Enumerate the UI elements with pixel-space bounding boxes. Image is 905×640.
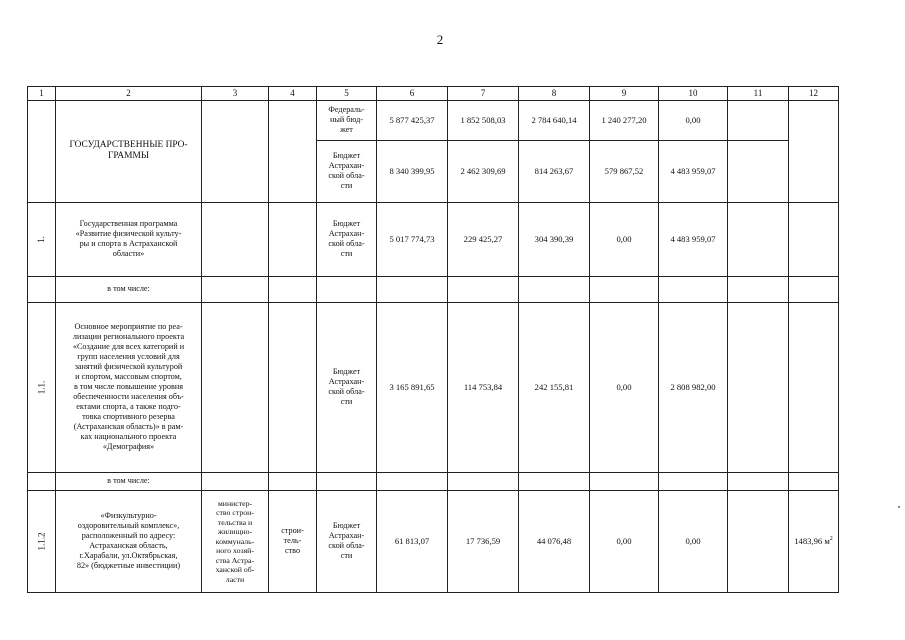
value-cell [728, 100, 789, 140]
col-header: 10 [659, 87, 728, 101]
value-cell [728, 202, 789, 276]
value-cell: 4 483 959,07 [659, 140, 728, 202]
funding-source: Бюджет Астрахан- ской обла- сти [317, 490, 377, 592]
value-cell: 5 877 425,37 [377, 100, 448, 140]
col-header: 3 [202, 87, 269, 101]
empty-cell [377, 472, 448, 490]
empty-cell [317, 472, 377, 490]
empty-cell [448, 276, 519, 302]
empty-cell [317, 276, 377, 302]
col-header: 4 [269, 87, 317, 101]
value-cell: 1 240 277,20 [590, 100, 659, 140]
page-number: 2 [436, 32, 444, 47]
col-header: 8 [519, 87, 590, 101]
row-number-cell [28, 100, 56, 202]
row-name: Основное мероприятие по реа- лизации регионального проекта «Создание для всех категорий и групп населения условий для занятий физической культурой и спортом, массовым спортом, в том числе повышение уровня обеспеченности населения объ- ектами спорта, а также подго- товка спортивного резерва (Астраханская область)» в рам- ках национального проекта «Демография» [56, 302, 202, 472]
value-cell: 114 753,84 [448, 302, 519, 472]
kind-cell [269, 302, 317, 472]
value-cell [728, 140, 789, 202]
col-header: 2 [56, 87, 202, 101]
col-header: 11 [728, 87, 789, 101]
row-number-cell [28, 490, 56, 592]
col-header: 7 [448, 87, 519, 101]
value-cell: 304 390,39 [519, 202, 590, 276]
value-cell: 0,00 [659, 100, 728, 140]
funding-source: Федераль- ный бюд- жет [317, 100, 377, 140]
empty-cell [448, 472, 519, 490]
empty-cell [659, 276, 728, 302]
empty-cell [728, 472, 789, 490]
empty-cell [202, 276, 269, 302]
row-number-cell [28, 472, 56, 490]
value-cell: 17 736,59 [448, 490, 519, 592]
empty-cell [202, 472, 269, 490]
value-cell: 0,00 [590, 490, 659, 592]
table-row [28, 472, 839, 490]
value-cell: 579 867,52 [590, 140, 659, 202]
row-number: 1. [36, 236, 47, 243]
value-cell: 0,00 [590, 202, 659, 276]
empty-cell [377, 276, 448, 302]
area-value: 1483,96 м [794, 536, 830, 547]
value-cell: 0,00 [659, 490, 728, 592]
kind-cell [269, 202, 317, 276]
programs-title: ГОСУДАРСТВЕННЫЕ ПРО- ГРАММЫ [56, 100, 202, 202]
funding-source: Бюджет Астрахан- ской обла- сти [317, 202, 377, 276]
row-number-cell [28, 302, 56, 472]
empty-cell [269, 472, 317, 490]
value-cell: 2 808 982,00 [659, 302, 728, 472]
value-cell: 4 483 959,07 [659, 202, 728, 276]
scan-speck [898, 506, 900, 508]
empty-cell [519, 276, 590, 302]
table-row [28, 302, 839, 472]
executor-cell [202, 202, 269, 276]
value-cell: 61 813,07 [377, 490, 448, 592]
empty-cell [728, 276, 789, 302]
row-name: Государственная программа «Развитие физической культу- ры и спорта в Астраханской области» [56, 202, 202, 276]
table-row [28, 490, 839, 592]
value-cell [789, 202, 839, 276]
value-cell [728, 490, 789, 592]
table-row [28, 100, 839, 140]
table-row [28, 276, 839, 302]
table-row [28, 202, 839, 276]
budget-table [27, 86, 839, 593]
row-number-cell [28, 202, 56, 276]
value-cell: 0,00 [590, 302, 659, 472]
value-cell [728, 302, 789, 472]
value-cell [789, 302, 839, 472]
value-cell: 2 462 309,69 [448, 140, 519, 202]
value-cell: 229 425,27 [448, 202, 519, 276]
value-cell: 5 017 774,73 [377, 202, 448, 276]
executor-cell [202, 100, 269, 202]
value-cell [789, 100, 839, 202]
executor-cell [202, 302, 269, 472]
value-cell: 3 165 891,65 [377, 302, 448, 472]
value-cell: 242 155,81 [519, 302, 590, 472]
value-cell: 44 076,48 [519, 490, 590, 592]
header-row [28, 87, 839, 101]
col-header: 12 [789, 87, 839, 101]
value-cell: 814 263,67 [519, 140, 590, 202]
empty-cell [659, 472, 728, 490]
row-number: 1.1.2 [36, 532, 47, 551]
col-header: 5 [317, 87, 377, 101]
area-cell [789, 490, 839, 592]
col-header: 1 [28, 87, 56, 101]
row-name: «Физкультурно- оздоровительный комплекс», расположенный по адресу: Астраханская область, г.Харабали, ул.Октябрьская, 82» (бюджетные инвестиции) [56, 490, 202, 592]
value-cell: 1 852 508,03 [448, 100, 519, 140]
funding-source: Бюджет Астрахан- ской обла- сти [317, 302, 377, 472]
col-header: 6 [377, 87, 448, 101]
funding-source: Бюджет Астрахан- ской обла- сти [317, 140, 377, 202]
empty-cell [590, 472, 659, 490]
kind-cell [269, 100, 317, 202]
area-unit-exponent: 2 [829, 536, 833, 543]
empty-cell [269, 276, 317, 302]
row-number: 1.1. [36, 380, 47, 395]
including-label: в том числе: [56, 276, 202, 302]
value-cell: 8 340 399,95 [377, 140, 448, 202]
empty-cell [519, 472, 590, 490]
value-cell: 2 784 640,14 [519, 100, 590, 140]
empty-cell [789, 276, 839, 302]
empty-cell [789, 472, 839, 490]
col-header: 9 [590, 87, 659, 101]
kind-cell: строи- тель- ство [269, 490, 317, 592]
including-label: в том числе: [56, 472, 202, 490]
empty-cell [590, 276, 659, 302]
executor-cell: министер- ство строи- тельства и жилищно- коммуналь- ного хозяй- ства Астра- ханской об- ласти [202, 490, 269, 592]
row-number-cell [28, 276, 56, 302]
